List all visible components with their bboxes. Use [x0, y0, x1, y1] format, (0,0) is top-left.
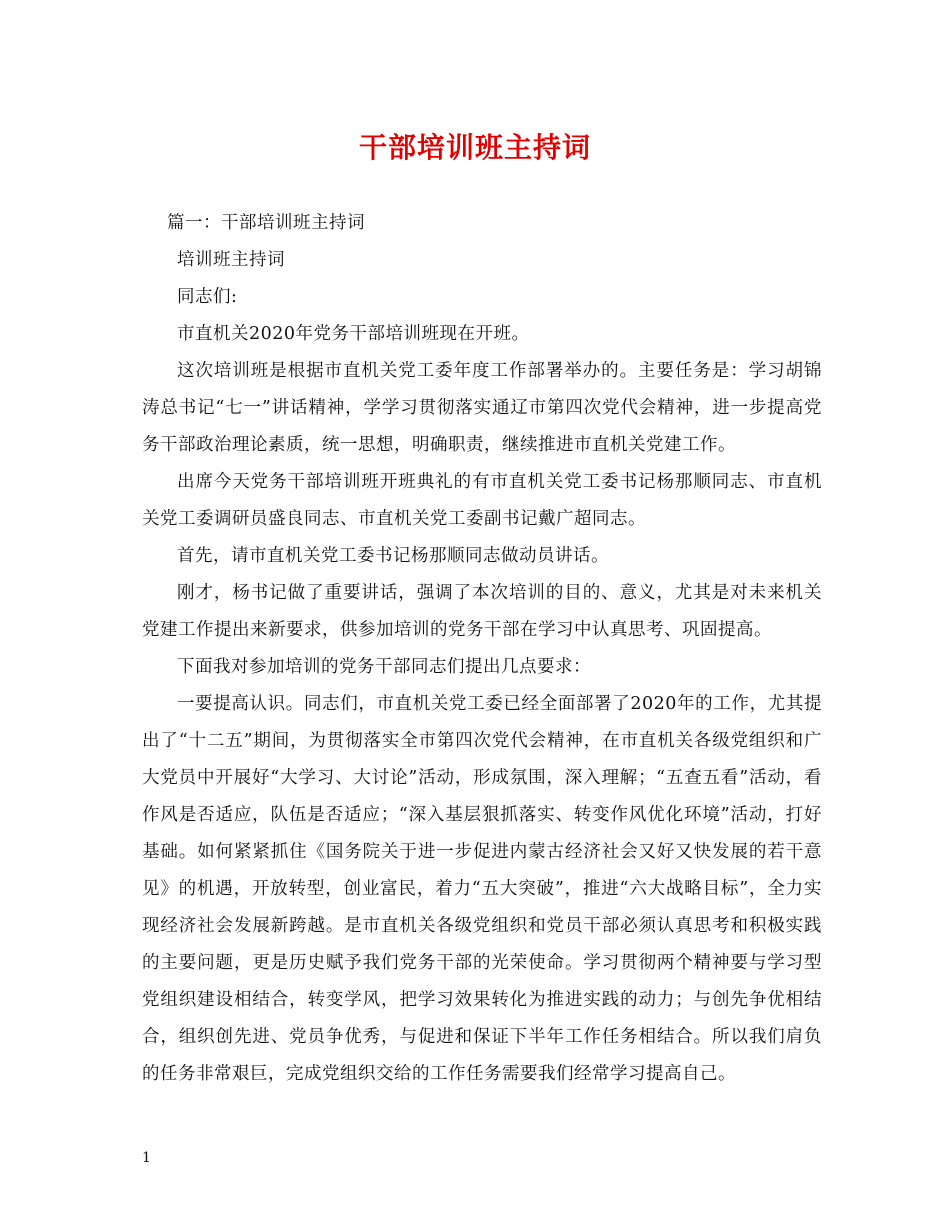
paragraph: 市直机关2020年党务干部培训班现在开班。 [177, 324, 530, 344]
document-body [142, 205, 822, 1093]
speech-title: 培训班主持词 [177, 250, 285, 270]
page-number: 1 [142, 1150, 151, 1166]
document-title: 干部培训班主持词 [358, 131, 591, 164]
paragraph: 首先，请市直机关党工委书记杨那顺同志做动员讲话。 [177, 546, 609, 566]
paragraph: 这次培训班是根据市直机关党工委年度工作部署举办的。主要任务是：学习胡锦涛总书记“七一”讲话精神，学学习贯彻落实通辽市第四次党代会精神，进一步提高党务干部政治理论素质，统一思想，明确职责，继续推进市直机关党建工作。 [142, 361, 822, 455]
salutation: 同志们: [177, 287, 238, 307]
paragraph: 出席今天党务干部培训班开班典礼的有市直机关党工委书记杨那顺同志、市直机关党工委调研员盛良同志、市直机关党工委副书记戴广超同志。 [142, 472, 822, 529]
paragraph: 刚才，杨书记做了重要讲话，强调了本次培训的目的、意义，尤其是对未来机关党建工作提出来新要求，供参加培训的党务干部在学习中认真思考、巩固提高。 [142, 583, 822, 640]
paragraph: 下面我对参加培训的党务干部同志们提出几点要求： [177, 657, 591, 677]
section-heading: 篇一：干部培训班主持词 [167, 213, 365, 233]
paragraph: 一要提高认识。同志们，市直机关党工委已经全面部署了2020年的工作，尤其提出了“十二五”期间，为贯彻落实全市第四次党代会精神，在市直机关各级党组织和广大党员中开展好“大学习、大讨论”活动，形成氛围，深入理解；“五查五看”活动，看作风是否适应，队伍是否适应；“深入基层狠抓落实、转变作风优化环境”活动，打好基础。如何紧紧抓住《国务院关于进一步促进内蒙古经济社会又好又快发展的若干意见》的机遇，开放转型，创业富民，着力“五大突破”，推进“六大战略目标”，全力实现经济社会发展新跨越。是市直机关各级党组织和党员干部必须认真思考和积极实践的主要问题，更是历史赋予我们党务干部的光荣使命。学习贯彻两个精神要与学习型党组织建设相结合，转变学风，把学习效果转化为推进实践的动力；与创先争优相结合，组织创先进、党员争优秀，与促进和保证下半年工作任务相结合。所以我们肩负的任务非常艰巨，完成党组织交给的工作任务需要我们经常学习提高自己。 [142, 694, 822, 1084]
